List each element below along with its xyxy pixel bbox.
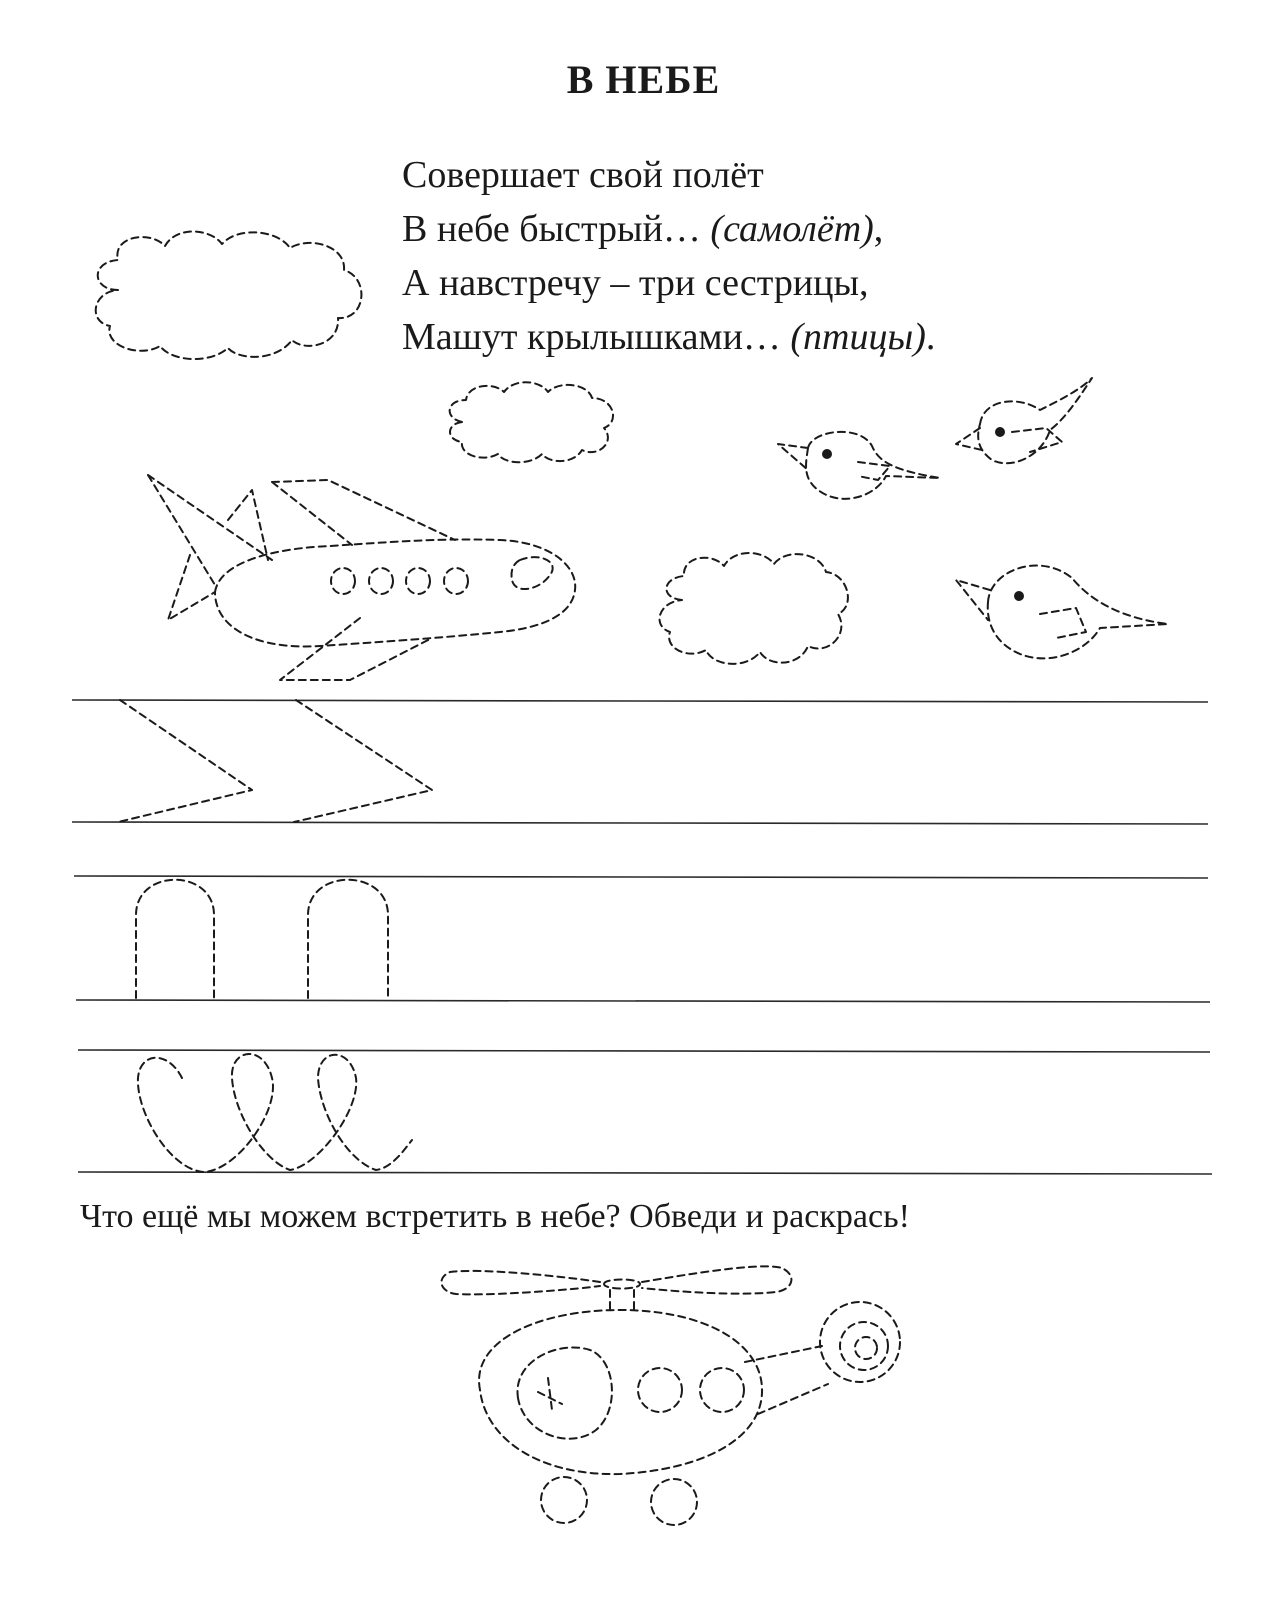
poem-answer-airplane: (самолёт) — [710, 208, 874, 250]
poem-line-1: Совершает свой полёт — [402, 154, 764, 196]
bird-outline-icon[interactable] — [778, 432, 940, 499]
tracing-pattern-angles[interactable] — [118, 700, 432, 822]
poem-line-2-text: В небе быстрый… — [402, 208, 711, 250]
writing-lines — [72, 700, 1212, 1174]
airplane-outline-icon[interactable] — [148, 475, 575, 680]
cloud-outline-icon[interactable] — [96, 232, 362, 360]
poem-line-4-end: . — [925, 316, 936, 358]
page-title: В НЕБЕ — [566, 57, 721, 102]
poem-answer-birds: (птицы) — [790, 316, 926, 358]
task-instruction: Что ещё мы можем встретить в небе? Обведи и раскрась! — [80, 1198, 910, 1235]
bird-outline-icon[interactable] — [956, 566, 1168, 659]
tracing-pattern-loops[interactable] — [138, 1054, 412, 1172]
tracing-pattern-arches[interactable] — [136, 880, 388, 998]
cloud-outline-icon[interactable] — [450, 382, 613, 462]
poem-line-4-text: Машут крылышками… — [402, 316, 791, 358]
poem-line-2-end: , — [873, 208, 884, 250]
cloud-outline-icon[interactable] — [660, 553, 848, 664]
bird-outline-icon[interactable] — [956, 378, 1092, 463]
poem-line-3: А навстречу – три сестрицы, — [402, 262, 869, 304]
helicopter-outline-icon[interactable] — [441, 1266, 900, 1525]
